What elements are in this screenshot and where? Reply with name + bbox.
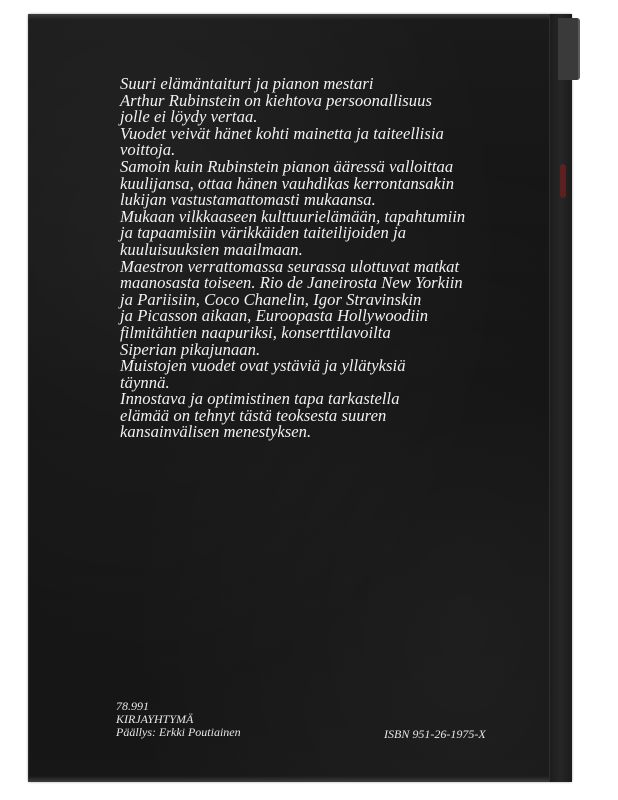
blurb-line: täynnä. xyxy=(120,372,170,392)
catalog-code: 78.991 xyxy=(116,699,149,713)
blurb-line: Suuri elämäntaituri ja pianon mestari xyxy=(120,74,374,93)
blurb-line: kansainvälisen menestyksen. xyxy=(120,422,312,442)
blurb-line: voittoja. xyxy=(120,140,176,160)
blurb-line: Muistojen vuodet ovat ystäviä ja yllätyksiä xyxy=(120,356,406,376)
blurb-line: maanosasta toiseen. Rio de Janeirosta New Yorkiin xyxy=(120,273,463,293)
blurb-line: jolle ei löydy vertaa. xyxy=(120,107,258,127)
cover-wear-top xyxy=(28,14,572,20)
blurb-line: Arthur Rubinstein on kiehtova persoonallisuus xyxy=(120,90,432,110)
blurb-text xyxy=(120,76,560,441)
torn-corner xyxy=(558,18,580,80)
isbn-number: ISBN 951-26-1975-X xyxy=(384,727,486,741)
blurb-line: ja tapaamisiin värikkäiden taiteilijoiden ja xyxy=(120,223,407,243)
blurb-line: ja Pariisiin, Coco Chanelin, Igor Stravinskin xyxy=(120,289,422,309)
blurb-line: filmitähtien naapuriksi, konserttilavoilta xyxy=(120,322,391,342)
blurb-line: Innostava ja optimistinen tapa tarkastella xyxy=(120,389,400,409)
blurb-line: elämää on tehnyt tästä teoksesta suuren xyxy=(120,405,387,425)
blurb-line: ja Picasson aikaan, Euroopasta Hollywoodiin xyxy=(120,306,429,326)
red-mark xyxy=(560,164,566,198)
blurb-line: kuuluisuuksien maailmaan. xyxy=(120,239,303,259)
book-back-cover xyxy=(28,14,572,782)
blurb-line: Maestron verrattomassa seurassa ulottuvat matkat xyxy=(120,256,460,276)
blurb-line: Samoin kuin Rubinstein pianon ääressä valloittaa xyxy=(120,156,454,176)
blurb-line: lukijan vastustamattomasti mukaansa. xyxy=(120,190,376,210)
publisher-name: KIRJAYHTYMÄ xyxy=(116,712,194,726)
blurb-line: Siperian pikajunaan. xyxy=(120,339,261,359)
blurb-line: kuulijansa, ottaa hänen vauhdikas kerrontansakin xyxy=(120,173,455,193)
blurb-line: Vuodet veivät hänet kohti mainetta ja taiteellisia xyxy=(120,123,444,143)
cover-wear-bottom xyxy=(28,776,572,782)
blurb-line: Mukaan vilkkaaseen kulttuurielämään, tapahtumiin xyxy=(120,206,466,226)
imprint xyxy=(116,700,241,739)
cover-designer-credit: Päällys: Erkki Poutiainen xyxy=(116,725,241,739)
